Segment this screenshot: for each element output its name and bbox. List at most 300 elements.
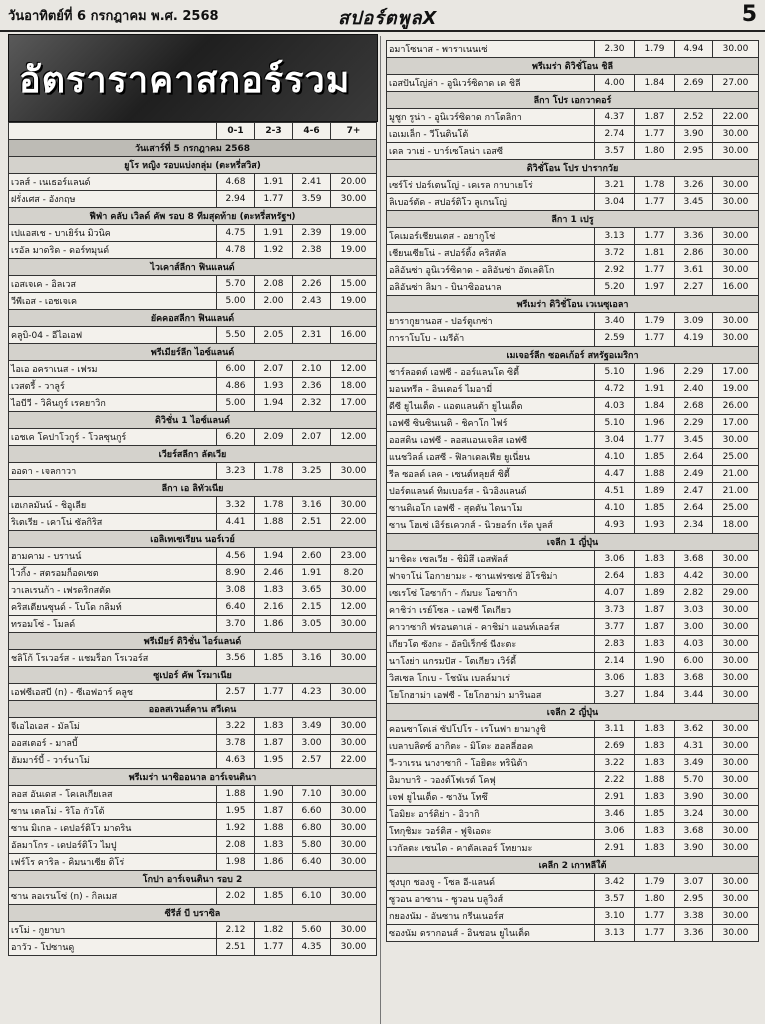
match-row [387,840,759,857]
odds-cell: 1.79 [635,874,675,891]
odds-cell: 1.83 [635,568,675,585]
match-teams: คริสเตียนซุนด์ - โบโด กลิมท์ [9,599,217,616]
league-header [387,211,759,228]
odds-cell: 3.70 [217,616,255,633]
match-row [9,582,377,599]
odds-cell: 2.05 [255,327,293,344]
odds-cell: 19.00 [331,293,377,310]
match-teams: นาโงย่า แกรมปัส - โตเกียว เวิร์ดี้ [387,653,595,670]
odds-cell: 3.90 [675,840,713,857]
odds-cell: 1.77 [635,194,675,211]
odds-cell: 1.85 [255,650,293,667]
odds-cell: 2.29 [675,364,713,381]
odds-cell: 2.91 [595,789,635,806]
odds-cell: 1.97 [635,279,675,296]
odds-cell: 30.00 [713,721,759,738]
odds-cell: 2.40 [675,381,713,398]
odds-cell: 4.47 [595,466,635,483]
odds-cell: 1.88 [635,772,675,789]
odds-cell: 3.73 [595,602,635,619]
odds-cell: 5.70 [217,276,255,293]
odds-cell: 29.00 [713,585,759,602]
odds-cell: 30.00 [713,194,759,211]
odds-cell: 3.49 [675,755,713,772]
odds-cell: 30.00 [331,939,377,956]
match-teams: โทกุชิมะ วอร์ติส - ฟูจิเอดะ [387,823,595,840]
match-teams: ซานดิเอโก เอฟซี - สุดตัน ไดนาโม [387,500,595,517]
league-header [387,92,759,109]
match-row [9,820,377,837]
odds-cell: 4.03 [675,636,713,653]
odds-cell: 1.83 [635,551,675,568]
odds-cell: 3.06 [595,823,635,840]
league-title: ฟีฟ่า คลับ เวิลด์ คัพ รอบ 8 ทีมสุดท้าย (ตะหรี่สหรัฐฯ) [9,208,377,225]
match-teams: อาวัว - โปซานดู [9,939,217,956]
match-teams: อิมาบาริ - วองต์โฟเรต์ โคฟุ [387,772,595,789]
league-title: เคลีก 2 เกาหลีใต้ [387,857,759,874]
match-teams: ซูวอน อาซาน - ซูวอน บลูวิงส์ [387,891,595,908]
odds-cell: 1.84 [635,687,675,704]
odds-cell: 3.44 [675,687,713,704]
match-row [387,381,759,398]
league-title: ซูเปอร์ คัพ โรมาเนีย [9,667,377,684]
match-teams: เอสปันโญ่ล่า - อูนิเวร์ซิดาด เด ชิลี [387,75,595,92]
odds-cell: 2.64 [675,449,713,466]
odds-cell: 2.69 [595,738,635,755]
league-title: ไวเคาส์ลีกา ฟินแลนด์ [9,259,377,276]
odds-cell: 1.87 [635,619,675,636]
odds-cell: 3.09 [675,313,713,330]
odds-cell: 1.88 [255,820,293,837]
odds-cell: 3.16 [293,497,331,514]
odds-cell: 5.00 [217,293,255,310]
odds-cell: 1.78 [635,177,675,194]
odds-cell: 7.10 [293,786,331,803]
match-row [387,41,759,58]
issue-date: วันอาทิตย์ที่ 6 กรกฎาคม พ.ศ. 2568 [8,9,219,24]
odds-cell: 3.26 [675,177,713,194]
odds-cell: 1.96 [635,364,675,381]
odds-cell: 30.00 [331,463,377,480]
match-row [387,568,759,585]
match-row [387,823,759,840]
league-title: เจลีก 1 ญี่ปุ่น [387,534,759,551]
odds-cell: 3.05 [293,616,331,633]
odds-cell: 30.00 [713,738,759,755]
odds-cell: 1.95 [217,803,255,820]
league-header [387,534,759,551]
odds-cell: 2.10 [293,361,331,378]
league-header [9,157,377,174]
odds-cell: 1.92 [255,242,293,259]
header-blank [9,123,217,140]
odds-cell: 1.83 [635,789,675,806]
odds-cell: 30.00 [713,636,759,653]
odds-cell: 1.77 [635,432,675,449]
odds-cell: 2.36 [293,378,331,395]
odds-cell: 2.12 [217,922,255,939]
match-row [9,735,377,752]
odds-cell: 4.72 [595,381,635,398]
odds-cell: 5.10 [595,364,635,381]
odds-cell: 3.36 [675,228,713,245]
match-teams: เกียวโต ซังกะ - อัลบิเร็กซ์ นีงะตะ [387,636,595,653]
odds-cell: 1.78 [255,497,293,514]
league-title: พรีเมร่า ดิวิชั่โอน เวเนซุเอลา [387,296,759,313]
match-row [9,548,377,565]
odds-cell: 5.50 [217,327,255,344]
odds-cell: 19.00 [331,225,377,242]
league-header [9,208,377,225]
match-row [9,361,377,378]
odds-cell: 2.16 [255,599,293,616]
column-header-row [9,123,377,140]
league-title: เมเจอร์ลีก ซอคเก้อร์ สหรัฐอเมริกา [387,347,759,364]
match-row [9,786,377,803]
league-header [9,667,377,684]
odds-cell: 30.00 [331,803,377,820]
odds-cell: 3.77 [595,619,635,636]
odds-table-left [8,122,377,956]
odds-cell: 3.13 [595,228,635,245]
odds-cell: 4.19 [675,330,713,347]
odds-cell: 1.98 [217,854,255,871]
match-teams: มอนทรีล - อินเตอร์ ไมอามี่ [387,381,595,398]
odds-cell: 3.03 [675,602,713,619]
odds-cell: 2.26 [293,276,331,293]
odds-cell: 1.94 [255,548,293,565]
odds-cell: 2.02 [217,888,255,905]
league-title: ซีรีส์ บี บราซิล [9,905,377,922]
league-title: ดิวิชั่น 1 ไอซ์แลนด์ [9,412,377,429]
match-teams: ซาน เตลโม่ - ริโอ กัวโต้ [9,803,217,820]
match-teams: อมาโซนาส - พาราเนนเซ่ [387,41,595,58]
odds-cell: 12.00 [331,599,377,616]
league-header [9,480,377,497]
odds-cell: 30.00 [331,650,377,667]
match-row [9,616,377,633]
odds-cell: 5.80 [293,837,331,854]
odds-cell: 1.93 [255,378,293,395]
odds-cell: 6.60 [293,803,331,820]
odds-cell: 4.68 [217,174,255,191]
odds-cell: 1.83 [255,718,293,735]
odds-cell: 4.10 [595,449,635,466]
odds-cell: 3.24 [675,806,713,823]
odds-cell: 21.00 [713,466,759,483]
match-row [387,755,759,772]
odds-cell: 3.06 [595,670,635,687]
match-teams: ซาน โฮเซ่ เอิร์ธเควกส์ - นิวยอร์ก เร้ด บูลส์ [387,517,595,534]
odds-cell: 5.70 [675,772,713,789]
match-row [387,925,759,942]
league-header [387,160,759,177]
match-row [9,837,377,854]
odds-cell: 3.21 [595,177,635,194]
league-title: ดิวิชั่โอน โปร ปารากวัย [387,160,759,177]
match-row [387,789,759,806]
odds-cell: 1.87 [255,803,293,820]
league-header [9,344,377,361]
odds-cell: 3.11 [595,721,635,738]
match-teams: ลอส อันเดส - โคเลเกียเลส [9,786,217,803]
odds-cell: 3.49 [293,718,331,735]
odds-cell: 2.92 [595,262,635,279]
odds-cell: 1.80 [635,891,675,908]
match-row [9,803,377,820]
match-row [387,194,759,211]
league-header [9,412,377,429]
odds-cell: 18.00 [713,517,759,534]
odds-cell: 1.77 [255,684,293,701]
date-row [9,140,377,157]
odds-cell: 2.31 [293,327,331,344]
odds-cell: 26.00 [713,398,759,415]
odds-cell: 30.00 [713,619,759,636]
match-teams: เอฟซี ซินซินเนติ - ชิคาโก ไฟร์ [387,415,595,432]
odds-cell: 30.00 [713,772,759,789]
match-teams: เรอัล มาดริด - ดอร์ทมุนด์ [9,242,217,259]
odds-cell: 2.08 [217,837,255,854]
odds-cell: 1.77 [255,939,293,956]
odds-cell: 30.00 [331,684,377,701]
match-teams: ลิเบอร์ตัด - สปอร์ติโว ลูเกนโญ่ [387,194,595,211]
odds-cell: 30.00 [713,432,759,449]
league-title: ลีกา โปร เอกวาดอร์ [387,92,759,109]
odds-cell: 3.68 [675,551,713,568]
odds-cell: 1.88 [217,786,255,803]
odds-cell: 30.00 [713,313,759,330]
match-row [9,191,377,208]
odds-cell: 4.10 [595,500,635,517]
odds-cell: 30.00 [331,582,377,599]
match-teams: ชลิโก้ โรเวอร์ส - แชมร็อก โรเวอร์ส [9,650,217,667]
match-row [9,276,377,293]
match-row [387,687,759,704]
odds-cell: 1.80 [635,143,675,160]
match-row [387,262,759,279]
odds-cell: 2.64 [675,500,713,517]
match-teams: เรโม่ - กูยาบา [9,922,217,939]
match-teams: จีเอไอเอส - มัลโม่ [9,718,217,735]
odds-cell: 1.91 [293,565,331,582]
odds-cell: 30.00 [713,126,759,143]
header-col-7-plus: 7+ [331,123,377,140]
league-header [9,531,377,548]
header-col-2-3: 2-3 [255,123,293,140]
odds-cell: 2.49 [675,466,713,483]
odds-cell: 2.39 [293,225,331,242]
odds-cell: 16.00 [331,327,377,344]
match-row [387,551,759,568]
match-row [387,891,759,908]
odds-cell: 2.00 [255,293,293,310]
match-row [387,670,759,687]
odds-cell: 8.90 [217,565,255,582]
match-teams: ออสติน เอฟซี - ลอสแอนเจลิส เอฟซี [387,432,595,449]
odds-cell: 3.68 [675,823,713,840]
match-row [387,806,759,823]
odds-cell: 4.07 [595,585,635,602]
match-teams: โยโกฮาม่า เอฟซี - โยโกฮาม่า มารินอส [387,687,595,704]
odds-cell: 30.00 [331,820,377,837]
odds-cell: 4.75 [217,225,255,242]
header-col-0-1: 0-1 [217,123,255,140]
odds-cell: 1.92 [217,820,255,837]
odds-cell: 4.56 [217,548,255,565]
odds-cell: 2.47 [675,483,713,500]
odds-cell: 3.45 [675,194,713,211]
match-row [387,602,759,619]
odds-cell: 2.68 [675,398,713,415]
odds-cell: 2.86 [675,245,713,262]
odds-cell: 4.31 [675,738,713,755]
league-header [9,769,377,786]
match-teams: กยองนัม - อันซาน กรีนเนอร์ส [387,908,595,925]
match-row [387,908,759,925]
league-title: เอลิเทเซเรียน นอร์เวย์ [9,531,377,548]
odds-cell: 30.00 [713,143,759,160]
odds-cell: 19.00 [331,242,377,259]
odds-cell: 3.56 [217,650,255,667]
match-teams: ไอเอ อคราเนส - เฟรม [9,361,217,378]
match-row [387,364,759,381]
match-teams: อัลมาโกร - เดปอร์ติโว ไมปู [9,837,217,854]
match-row [9,497,377,514]
league-header [9,259,377,276]
odds-cell: 18.00 [331,378,377,395]
league-header [387,704,759,721]
odds-cell: 3.40 [595,313,635,330]
odds-cell: 6.20 [217,429,255,446]
odds-cell: 8.20 [331,565,377,582]
match-teams: มูชูก รูน่า - อูนิเวร์ซิดาด กาโตลิกา [387,109,595,126]
odds-cell: 30.00 [713,908,759,925]
odds-cell: 4.51 [595,483,635,500]
odds-cell: 1.85 [635,806,675,823]
match-teams: ชุงบุก ชองจู - โซล อี-แลนด์ [387,874,595,891]
match-row [9,327,377,344]
match-teams: เปแอสเช - บาเยิร์น มิวนิค [9,225,217,242]
odds-cell: 1.91 [255,174,293,191]
odds-cell: 2.22 [595,772,635,789]
odds-cell: 1.81 [635,245,675,262]
match-teams: ฮัมมาร์บี้ - วาร์นาโม่ [9,752,217,769]
odds-cell: 3.06 [595,551,635,568]
odds-cell: 1.83 [635,636,675,653]
odds-cell: 2.30 [595,41,635,58]
brand-logo: สปอร์ตพูลX [338,8,438,29]
odds-cell: 2.74 [595,126,635,143]
odds-cell: 30.00 [713,568,759,585]
page-number: 5 [741,2,757,27]
odds-cell: 2.95 [675,891,713,908]
match-teams: เอชเค โคปาโวกูร์ - โวลซุนกูร์ [9,429,217,446]
match-row [387,653,759,670]
odds-cell: 3.32 [217,497,255,514]
league-title: โกปา อาร์เจนตินา รอบ 2 [9,871,377,888]
odds-cell: 4.78 [217,242,255,259]
odds-cell: 1.96 [635,415,675,432]
match-teams: คลูบิ-04 - อีไอเอฟ [9,327,217,344]
match-row [9,565,377,582]
odds-cell: 1.83 [635,823,675,840]
odds-cell: 25.00 [713,500,759,517]
match-row [387,228,759,245]
match-row [387,126,759,143]
match-teams: ไอบีวี - วิคินกูร์ เรคยาวิก [9,395,217,412]
odds-cell: 3.00 [675,619,713,636]
match-teams: การาโบโบ - เมรีด้า [387,330,595,347]
odds-cell: 17.00 [331,395,377,412]
odds-cell: 2.46 [255,565,293,582]
match-teams: คอนซาโดเล่ ซัปโปโร - เรโนฟา ยามางูชิ [387,721,595,738]
match-row [387,279,759,296]
odds-cell: 25.00 [713,449,759,466]
odds-cell: 1.82 [255,922,293,939]
odds-cell: 17.00 [713,364,759,381]
odds-cell: 30.00 [713,330,759,347]
odds-cell: 2.52 [675,109,713,126]
odds-cell: 30.00 [331,854,377,871]
match-teams: รีล ซอลต์ เลค - เซนต์หลุยส์ ซิตี้ [387,466,595,483]
odds-cell: 3.59 [293,191,331,208]
match-row [9,429,377,446]
match-teams: เอเมเล็ก - วีโนตินโต้ [387,126,595,143]
odds-cell: 6.10 [293,888,331,905]
odds-cell: 2.57 [217,684,255,701]
odds-cell: 1.87 [635,109,675,126]
odds-cell: 2.34 [675,517,713,534]
odds-cell: 3.61 [675,262,713,279]
odds-cell: 2.27 [675,279,713,296]
match-row [9,718,377,735]
odds-cell: 3.23 [217,463,255,480]
odds-cell: 3.27 [595,687,635,704]
odds-cell: 2.07 [293,429,331,446]
odds-cell: 5.00 [217,395,255,412]
odds-cell: 12.00 [331,429,377,446]
odds-cell: 15.00 [331,276,377,293]
match-teams: เฟร์โร คาริล - คิมนาเซีย ติโร่ [9,854,217,871]
odds-cell: 1.77 [635,330,675,347]
match-row [387,874,759,891]
match-row [387,432,759,449]
match-row [387,313,759,330]
odds-cell: 2.59 [595,330,635,347]
odds-cell: 1.79 [635,313,675,330]
odds-cell: 3.38 [675,908,713,925]
odds-cell: 3.07 [675,874,713,891]
odds-cell: 2.51 [217,939,255,956]
odds-cell: 1.88 [255,514,293,531]
league-title: พรีเมร่า ดิวิชั่โอน ชิลี [387,58,759,75]
league-title: ลีกา เอ ลิทัวเนีย [9,480,377,497]
match-teams: ปอร์ตแลนด์ ทิมเบอร์ส - นิวอิงแลนด์ [387,483,595,500]
match-row [9,174,377,191]
odds-cell: 30.00 [713,653,759,670]
odds-cell: 1.85 [635,449,675,466]
banner [8,34,378,122]
odds-cell: 3.13 [595,925,635,942]
match-teams: อลิอันซ่า ลิมา - บินาซิออนาล [387,279,595,296]
match-teams: คาวาซากิ ฟรอนตาเล่ - คาชิม่า แอนท์เลอร์ส [387,619,595,636]
match-row [387,500,759,517]
odds-cell: 2.51 [293,514,331,531]
odds-cell: 1.77 [635,126,675,143]
match-teams: ซองนัม ดรากอนส์ - อินชอน ยูไนเต็ด [387,925,595,942]
odds-cell: 30.00 [713,806,759,823]
